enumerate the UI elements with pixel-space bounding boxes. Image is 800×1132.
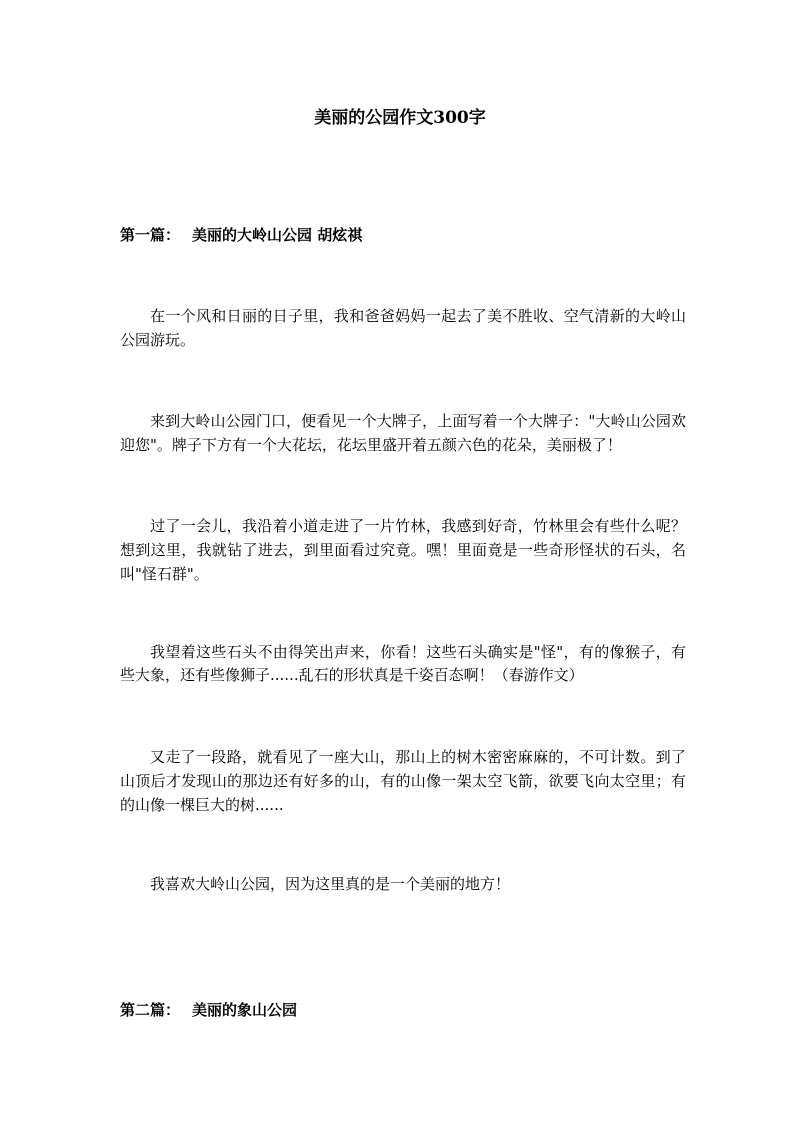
section-heading (120, 998, 297, 1022)
paragraph (120, 745, 686, 817)
paragraph-line: 叫"怪石群"。 (120, 565, 209, 583)
section-title: 美丽的大岭山公园 胡炫祺 (192, 226, 363, 244)
paragraph-line: 过了一会儿，我沿着小道走进了一片竹林，我感到好奇，竹林里会有些什么呢？ (150, 517, 686, 535)
paragraph-line: 来到大岭山公园门口，便看见一个大牌子，上面写着一个大牌子："大岭山公园欢 (150, 412, 686, 430)
paragraph-line: 些大象，还有些像狮子......乱石的形状真是千姿百态啊！（春游作文） (120, 666, 584, 684)
paragraph (120, 409, 686, 457)
paragraph-line: 公园游玩。 (120, 331, 196, 349)
paragraph-line: 想到这里，我就钻了进去，到里面看过究竟。嘿！里面竟是一些奇形怪状的石头，名 (120, 541, 686, 559)
section-heading (120, 223, 362, 247)
paragraph (120, 514, 686, 586)
paragraph-line: 我望着这些石头不由得笑出声来，你看！这些石头确实是"怪"，有的像猴子，有 (150, 643, 686, 661)
document-title: 美丽的公园作文300字 (314, 108, 486, 128)
section-number: 第一篇： (120, 226, 181, 244)
paragraph-line: 又走了一段路，就看见了一座大山，那山上的树木密密麻麻的，不可计数。到了 (150, 748, 686, 766)
paragraph-line: 山顶后才发现山的那边还有好多的山，有的山像一架太空飞箭，欲要飞向太空里；有 (120, 772, 686, 790)
paragraph (120, 872, 686, 896)
section-number: 第二篇： (120, 1001, 181, 1019)
paragraph-line: 我喜欢大岭山公园，因为这里真的是一个美丽的地方！ (150, 875, 511, 893)
section-title: 美丽的象山公园 (192, 1001, 298, 1019)
paragraph-line: 迎您"。牌子下方有一个大花坛，花坛里盛开着五颜六色的花朵，美丽极了！ (120, 436, 622, 454)
paragraph-line: 的山像一棵巨大的树...... (120, 796, 284, 814)
paragraph (120, 641, 686, 687)
paragraph-line: 在一个风和日丽的日子里，我和爸爸妈妈一起去了美不胜收、空气清新的大岭山 (150, 307, 686, 325)
paragraph (120, 304, 686, 352)
